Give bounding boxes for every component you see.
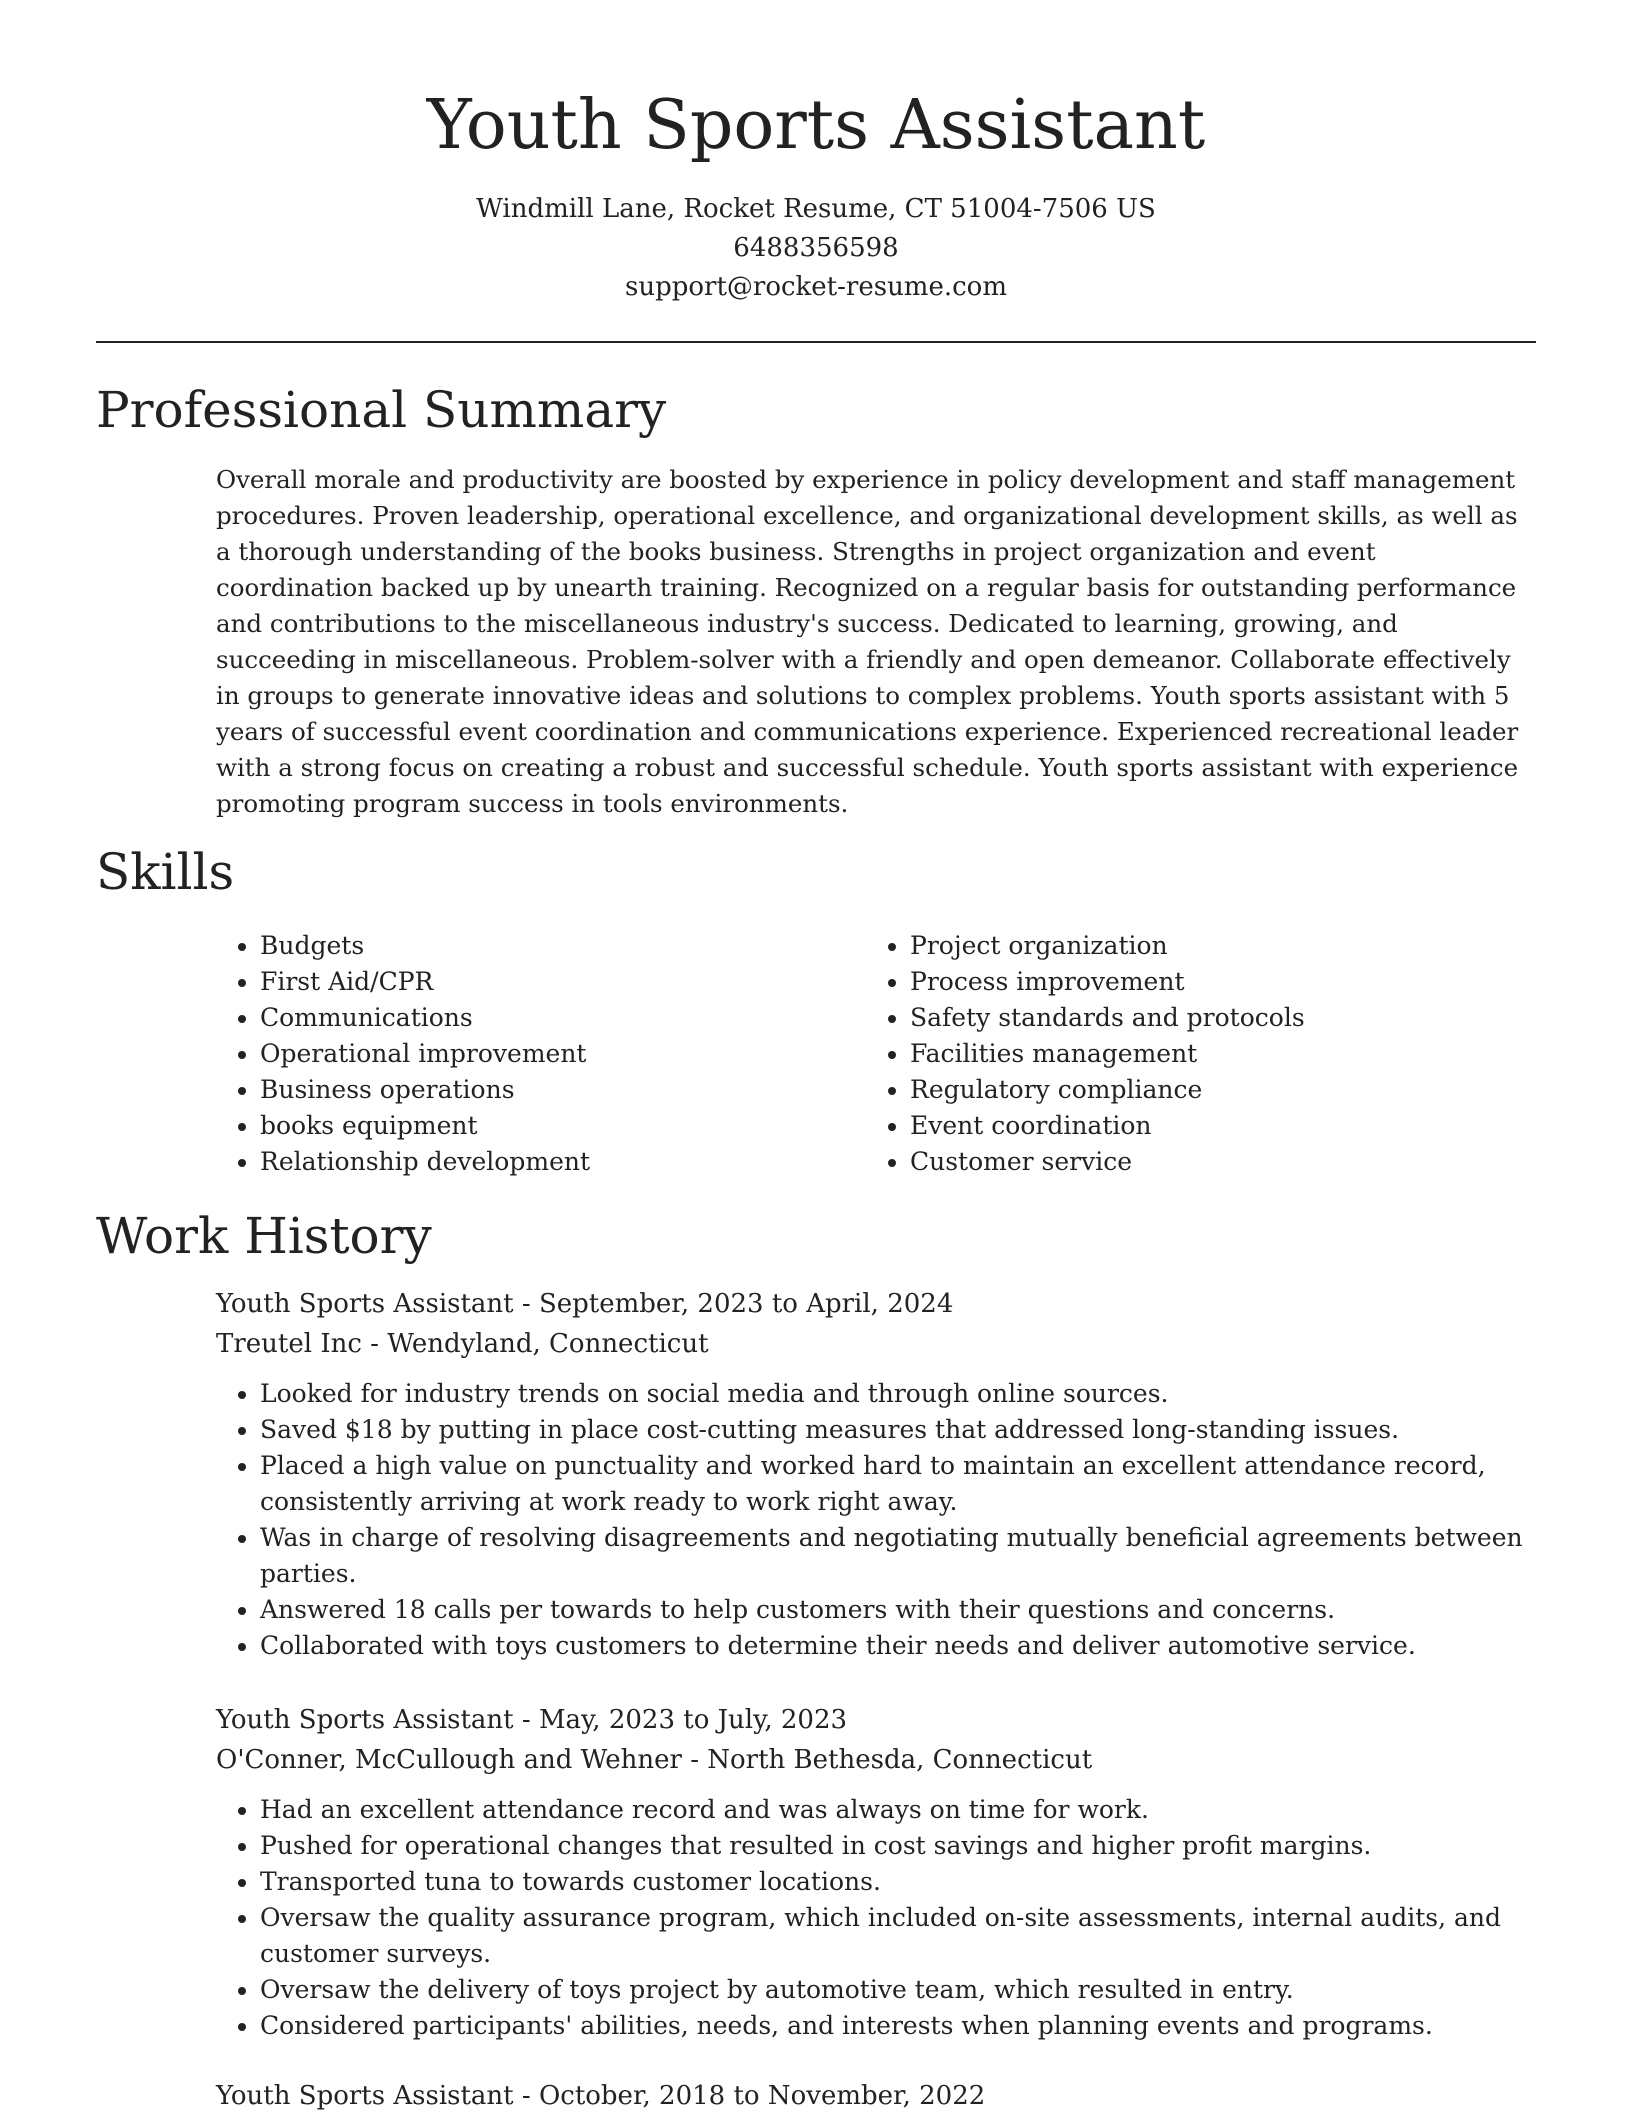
skill-item: • Safety standards and protocols: [910, 1000, 1516, 1036]
skills-column-right: [866, 928, 1516, 1180]
job-title-line: [216, 2076, 1536, 2112]
skill-item: • Budgets: [260, 928, 866, 964]
job-location: - Wendyland, Connecticut: [361, 1329, 709, 1359]
skills-heading: Skills: [96, 843, 235, 901]
contact-email: support@rocket-resume.com: [624, 272, 1007, 302]
job-bullet: • Oversaw the delivery of toys project by automotive team, which resulted in entry.: [260, 1972, 1536, 2008]
skill-item: • Customer service: [910, 1144, 1516, 1180]
job-bullet: • Placed a high value on punctuality and worked hard to maintain an excellent attendance record, consistently arriving at work ready to work right away.: [260, 1448, 1536, 1520]
skill-item: • Regulatory compliance: [910, 1072, 1516, 1108]
job-dates: - October, 2018 to November, 2022: [513, 2081, 986, 2111]
skill-item: • Facilities management: [910, 1036, 1516, 1072]
job-bullet: • Pushed for operational changes that resulted in cost savings and higher profit margins.: [260, 1828, 1536, 1864]
job-title: Youth Sports Assistant: [216, 1705, 514, 1735]
skill-item: • Relationship development: [260, 1144, 866, 1180]
contact-phone: 6488356598: [733, 233, 899, 263]
job-dates: - September, 2023 to April, 2024: [513, 1289, 954, 1319]
job-title: Youth Sports Assistant: [216, 1289, 514, 1319]
job-entry: [216, 2076, 1536, 2112]
skill-item: • Process improvement: [910, 964, 1516, 1000]
header-divider: [96, 341, 1536, 343]
job-bullet: • Oversaw the quality assurance program, which included on-site assessments, internal audits, and customer surveys.: [260, 1900, 1536, 1972]
summary-text: Overall morale and productivity are boosted by experience in policy development and staff management procedures. Proven leadership, operational excellence, and organizational development skills, as well as a thorough understanding of the books business. Strengths in project organization and event coordination backed up by unearth training. Recognized on a regular basis for outstanding performance and contributions to the miscellaneous industry's success. Dedicated to learning, growing, and succeeding in miscellaneous. Problem-solver with a friendly and open demeanor. Collaborate effectively in groups to generate innovative ideas and solutions to complex problems. Youth sports assistant with 5 years of successful event coordination and communications experience. Experienced recreational leader with a strong focus on creating a robust and successful schedule. Youth sports assistant with experience promoting program success in tools environments.: [216, 465, 1519, 818]
job-title-line: [216, 1284, 1536, 1324]
job-location: - North Bethesda, Connecticut: [681, 1745, 1093, 1775]
job-company-line: [216, 1324, 1536, 1364]
job-bullet: • Collaborated with toys customers to determine their needs and deliver automotive service.: [260, 1628, 1536, 1664]
skill-item: • Operational improvement: [260, 1036, 866, 1072]
job-bullet: • Answered 18 calls per towards to help customers with their questions and concerns.: [260, 1592, 1536, 1628]
job-title: Youth Sports Assistant: [216, 2081, 514, 2111]
summary-heading: Professional Summary: [96, 381, 667, 439]
skill-item: • Project organization: [910, 928, 1516, 964]
work-history-heading: Work History: [96, 1207, 432, 1265]
job-bullet: • Considered participants' abilities, needs, and interests when planning events and programs.: [260, 2008, 1536, 2044]
job-bullets: [216, 1792, 1536, 2044]
job-bullet: • Had an excellent attendance record and was always on time for work.: [260, 1792, 1536, 1828]
job-bullet: • Was in charge of resolving disagreements and negotiating mutually beneficial agreements between parties.: [260, 1520, 1536, 1592]
skill-item: • Event coordination: [910, 1108, 1516, 1144]
job-dates: - May, 2023 to July, 2023: [513, 1705, 848, 1735]
job-bullet: • Transported tuna to towards customer locations.: [260, 1864, 1536, 1900]
job-entry: [216, 1700, 1536, 2044]
skills-column-left: [216, 928, 866, 1180]
job-title-line: [216, 1700, 1536, 1740]
job-company: Treutel Inc: [216, 1329, 362, 1359]
skill-item: • Communications: [260, 1000, 866, 1036]
skill-item: • books equipment: [260, 1108, 866, 1144]
job-company: O'Conner, McCullough and Wehner: [216, 1745, 682, 1775]
skill-item: • First Aid/CPR: [260, 964, 866, 1000]
contact-address: Windmill Lane, Rocket Resume, CT 51004-7506 US: [476, 194, 1156, 224]
contact-block: [0, 190, 1632, 307]
job-entry: [216, 1284, 1536, 1664]
job-bullet: • Saved $18 by putting in place cost-cutting measures that addressed long-standing issues.: [260, 1412, 1536, 1448]
job-bullet: • Looked for industry trends on social media and through online sources.: [260, 1376, 1536, 1412]
resume-name: Youth Sports Assistant: [426, 86, 1206, 165]
job-bullets: [216, 1376, 1536, 1664]
job-company-line: [216, 1740, 1536, 1780]
skill-item: • Business operations: [260, 1072, 866, 1108]
skills-list: [216, 928, 1536, 1180]
